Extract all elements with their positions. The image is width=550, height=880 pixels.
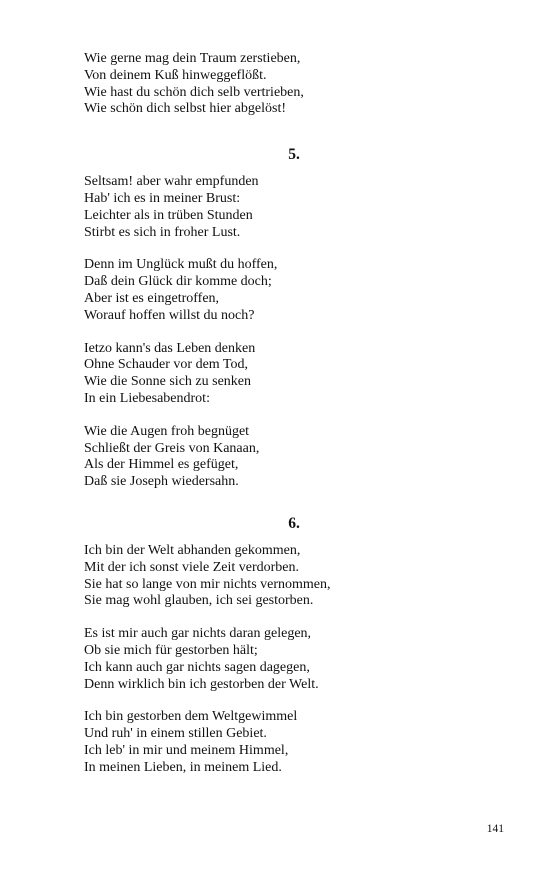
poem-number: 5.	[288, 146, 300, 164]
poem-5	[84, 146, 504, 491]
verse-line: Stirbt es sich in froher Lust.	[84, 224, 241, 240]
verse-line: Daß sie Joseph wiedersahn.	[84, 474, 239, 490]
verse-line: In meinen Lieben, in meinem Lied.	[84, 759, 282, 775]
stanza	[84, 341, 504, 408]
verse-line: Wie schön dich selbst hier abgelöst!	[84, 101, 286, 117]
stanza	[84, 174, 504, 241]
verse-line: Sie mag wohl glauben, ich sei gestorben.	[84, 593, 314, 609]
poem-6	[84, 515, 504, 777]
poem-number: 6.	[288, 514, 300, 532]
verse-line: Es ist mir auch gar nichts daran gelegen,	[84, 626, 312, 642]
stanza	[84, 709, 504, 776]
verse-line: Schließt der Greis von Kanaan,	[84, 440, 260, 456]
verse-line: In ein Liebesabendrot:	[84, 390, 210, 406]
verse-line: Wie hast du schön dich selb vertrieben,	[84, 84, 304, 100]
verse-line: Denn im Unglück mußt du hoffen,	[84, 257, 278, 273]
page-number: 141	[486, 823, 504, 835]
verse-line: Ich bin der Welt abhanden gekommen,	[84, 542, 301, 558]
verse-line: Und ruh' in einem stillen Gebiet.	[84, 726, 267, 742]
verse-line: Ietzo kann's das Leben denken	[84, 340, 256, 356]
verse-line: Ob sie mich für gestorben hält;	[84, 642, 258, 658]
verse-line: Ich bin gestorben dem Weltgewimmel	[84, 709, 298, 725]
verse-line: Mit der ich sonst viele Zeit verdorben.	[84, 559, 299, 575]
verse-line: Wie die Augen froh begnüget	[84, 423, 250, 439]
stanza	[84, 626, 504, 693]
stanza	[84, 257, 504, 324]
verse-line: Aber ist es eingetroffen,	[84, 290, 220, 306]
verse-line: Daß dein Glück dir komme doch;	[84, 274, 272, 290]
verse-line: Hab' ich es in meiner Brust:	[84, 190, 241, 206]
verse-line: Sie hat so lange von mir nichts vernommen,	[84, 576, 331, 592]
verse-line: Von deinem Kuß hinweggeflößt.	[84, 67, 267, 83]
stanza	[84, 543, 504, 610]
verse-line: Ich leb' in mir und meinem Himmel,	[84, 742, 289, 758]
page-content	[84, 51, 504, 793]
verse-line: Wie gerne mag dein Traum zerstieben,	[84, 51, 301, 66]
verse-line: Denn wirklich bin ich gestorben der Welt.	[84, 676, 319, 692]
verse-line: Worauf hoffen willst du noch?	[84, 307, 255, 323]
verse-line: Seltsam! aber wahr empfunden	[84, 174, 259, 190]
verse-line: Als der Himmel es gefüget,	[84, 457, 239, 473]
verse-line: Wie die Sonne sich zu senken	[84, 374, 252, 390]
verse-line: Ohne Schauder vor dem Tod,	[84, 357, 249, 373]
verse-line: Ich kann auch gar nichts sagen dagegen,	[84, 659, 310, 675]
stanza	[84, 51, 504, 118]
stanza	[84, 424, 504, 491]
poem-continuation	[84, 51, 504, 118]
verse-line: Leichter als in trüben Stunden	[84, 207, 253, 223]
